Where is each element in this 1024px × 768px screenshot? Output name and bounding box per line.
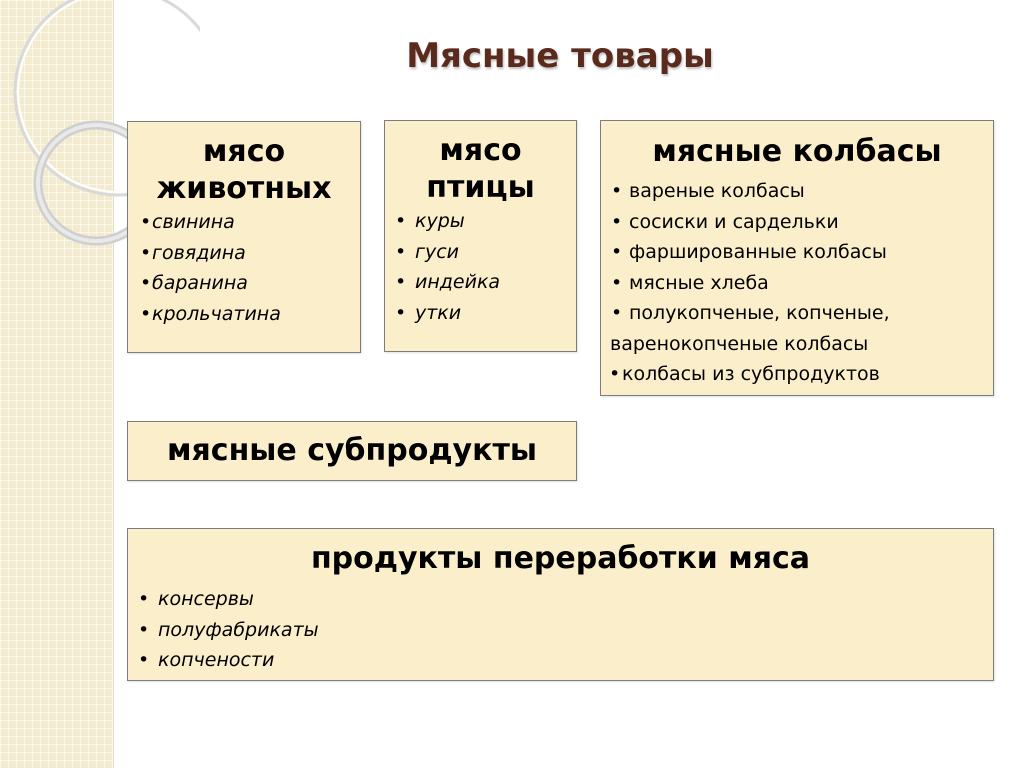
box-animal-meat-heading [128,122,360,207]
list-item: • копчености [138,649,275,671]
list-item: • баранина [140,272,248,295]
box-processed-products [127,528,994,681]
heading-line-2: птицы [426,169,535,205]
list-item: • крольчатина [140,302,281,325]
box-poultry-meat-heading [385,121,576,206]
list-item: • свинина [140,211,235,234]
box-sausages [600,120,994,396]
heading-line-2: животных [156,170,332,206]
list-item: • гуси [395,240,460,263]
heading-line-1: мясо [439,133,522,168]
list-item: варенокопченые колбасы [610,332,869,355]
list-item: • индейка [395,271,501,294]
list-item: • колбасы из субпродуктов [609,363,880,385]
heading-line-1: мясо [202,134,286,169]
list-item: • сосиски и сардельки [611,210,839,233]
box-poultry-meat [384,120,577,352]
list-item: • полукопченые, копченые, [611,302,890,324]
box-offal [127,421,577,481]
box-sausages-heading: мясные колбасы [652,134,942,169]
list-item: • куры [395,210,465,233]
box-animal-meat [127,121,361,353]
list-item: • консервы [138,588,254,610]
list-item: • мясные хлеба [611,271,769,294]
box-offal-heading: мясные субпродукты [167,433,537,468]
list-item: • говядина [140,241,246,264]
list-item: • фаршированные колбасы [611,241,887,263]
list-item: • вареные колбасы [611,180,805,202]
list-item: • утки [395,301,462,324]
list-item: • полуфабрикаты [138,618,319,641]
box-processed-products-heading: продукты переработки мяса [310,541,811,576]
page-title: Мясные товары [406,36,714,76]
